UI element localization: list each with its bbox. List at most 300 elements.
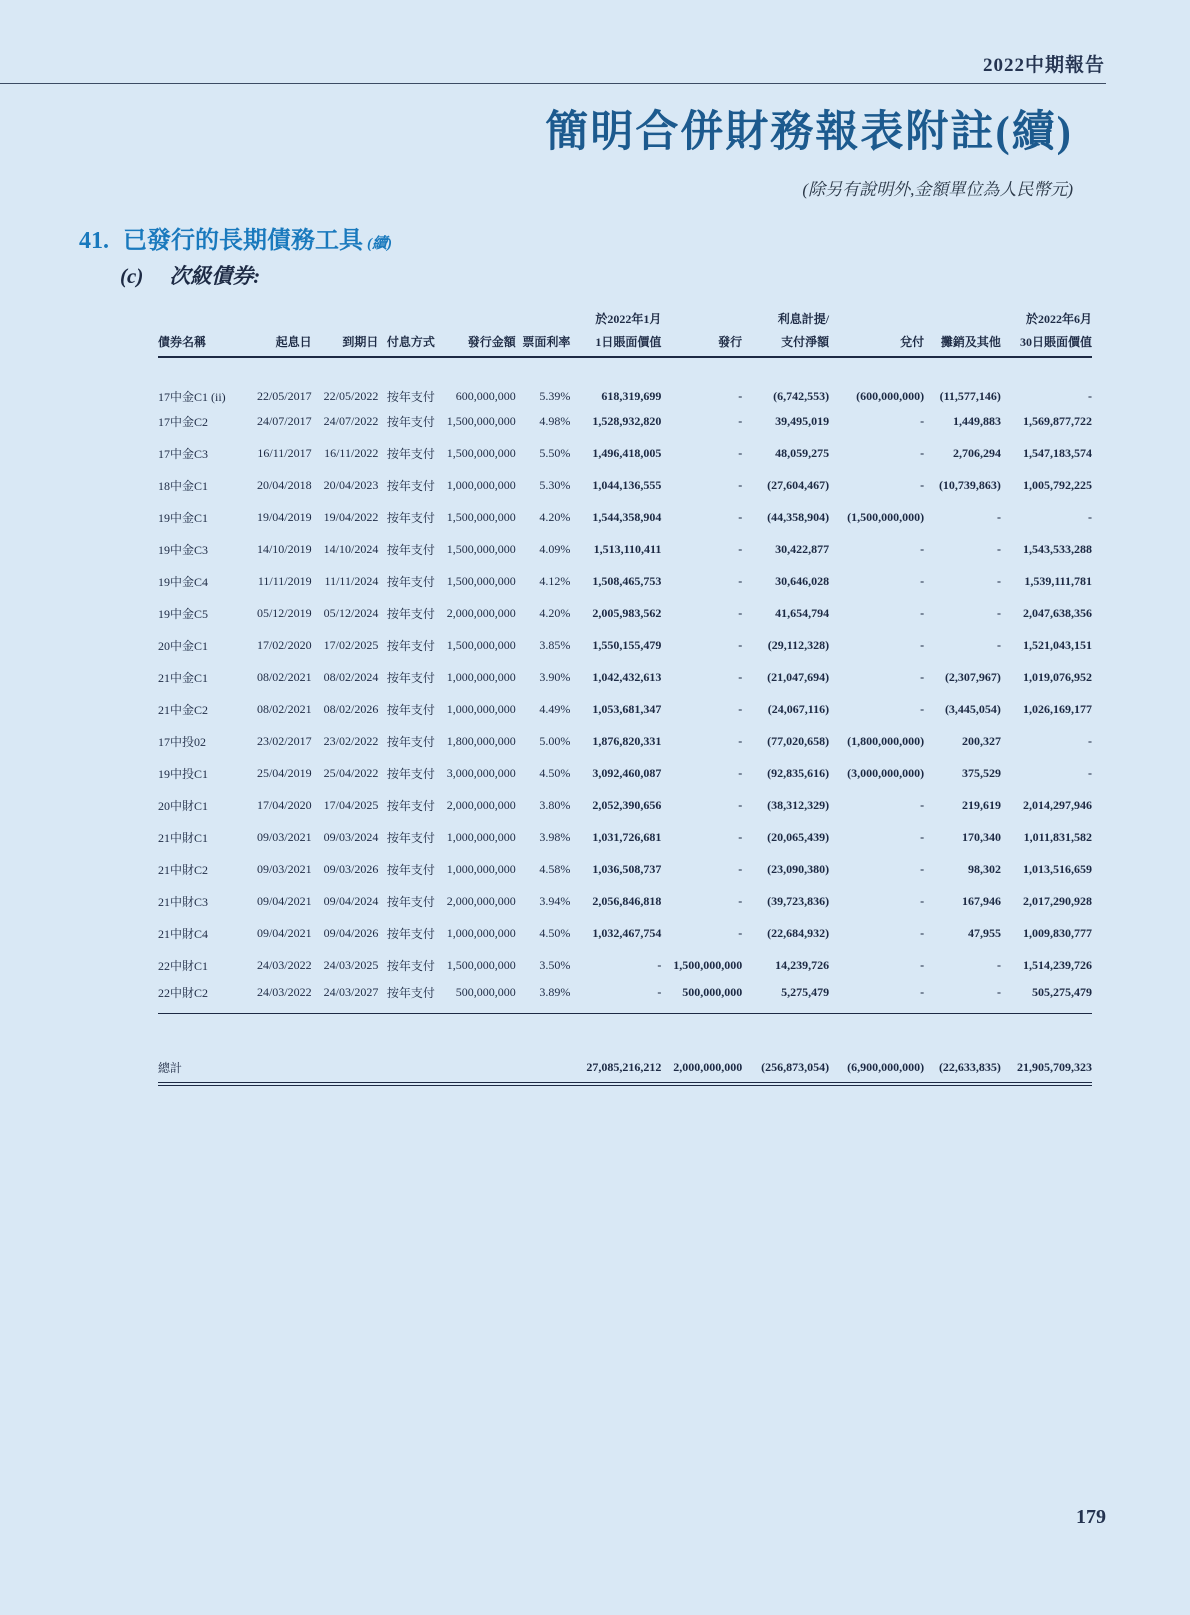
cell-issuance: 1,500,000,000 [673,957,743,972]
cell-maturity-date: 08/02/2026 [323,701,379,716]
cell-interest-net: (24,067,116) [767,701,830,716]
header-cell-bond-name: 債券名稱 [158,327,245,357]
cell-issuance: - [738,541,743,556]
cell-closing-value: - [1088,389,1092,403]
header-cell-closing-value: 30日賬面價值 [1001,327,1092,357]
cell-redemption: - [829,981,924,1013]
cell-bond-name: 20中財C1 [158,798,209,813]
cell-closing-value: 2,017,290,928 [1023,893,1092,908]
cell-issue-amount: 1,500,000,000 [446,413,516,428]
header-cell [158,297,245,327]
cell-amortisation: - [996,637,1001,652]
cell-redemption: (1,800,000,000) [847,733,925,748]
cell-bond-name: 21中財C4 [158,926,209,941]
total-cell [245,1013,312,1084]
cell-interest-net: (6,742,553) [773,389,830,403]
cell-bond-name: 19中投C1 [158,766,209,781]
cell-issue-amount: 500,000,000 [435,981,516,1013]
cell-coupon-rate: 5.50% [539,445,571,460]
cell-bond-name: 19中金C5 [158,606,209,621]
total-cell-interest-net: (256,873,054) [742,1013,829,1084]
cell-coupon-rate: 4.58% [539,861,571,876]
cell-amortisation: 2,706,294 [952,445,1001,460]
cell-opening-value: 2,052,390,656 [592,797,662,812]
cell-opening-value: 1,528,932,820 [592,413,662,428]
cell-opening-value: 1,508,465,753 [592,573,662,588]
page-title: 簡明合併財務報表附註(續) [545,109,1073,156]
cell-redemption: (1,500,000,000) [847,509,925,524]
cell-bond-name: 17中投02 [158,734,207,749]
header-cell-coupon-rate: 票面利率 [516,327,571,357]
cell-interest-net: (44,358,904) [767,509,830,524]
header-cell [661,297,742,327]
cell-start-date: 09/04/2021 [256,893,312,908]
subsection-label: (c) [120,264,144,288]
cell-issue-amount: 1,000,000,000 [446,829,516,844]
header-cell-issue-amount: 發行金額 [435,327,516,357]
cell-redemption: - [920,637,925,652]
total-cell [516,1013,571,1084]
header-cell: 利息計提/ [777,312,830,326]
table-row [158,357,1092,405]
cell-coupon-rate: 3.50% [539,957,571,972]
cell-issue-amount: 1,500,000,000 [446,541,516,556]
header-cell [435,297,516,327]
cell-redemption: (600,000,000) [856,389,925,403]
total-cell-closing-value: 21,905,709,323 [1001,1013,1092,1084]
table-row [158,629,1092,661]
cell-interest-net: (27,604,467) [767,477,830,492]
total-cell [312,1013,379,1084]
cell-coupon-rate: 4.49% [539,701,571,716]
cell-issuance: - [738,861,743,876]
cell-maturity-date: 23/02/2022 [323,733,379,748]
cell-maturity-date: 25/04/2022 [323,765,379,780]
cell-maturity-date: 11/11/2024 [324,573,379,588]
cell-issue-amount: 2,000,000,000 [446,605,516,620]
cell-amortisation: - [924,981,1001,1013]
cell-issuance: - [738,389,743,403]
subsection-title: 次級債券: [169,264,261,288]
cell-issue-amount: 1,500,000,000 [446,445,516,460]
cell-interest-net: (23,090,380) [767,861,830,876]
cell-payment-method: 按年支付 [386,478,435,493]
cell-payment-method: 按年支付 [386,734,435,749]
header-cell [829,297,924,327]
cell-amortisation: (10,739,863) [938,477,1001,492]
cell-coupon-rate: 4.50% [539,925,571,940]
cell-bond-name: 19中金C3 [158,542,209,557]
cell-opening-value: 1,032,467,754 [592,925,662,940]
cell-issuance: - [738,573,743,588]
cell-coupon-rate: 3.94% [539,893,571,908]
cell-issue-amount: 2,000,000,000 [446,797,516,812]
cell-maturity-date: 09/04/2026 [323,925,379,940]
cell-maturity-date: 24/07/2022 [323,413,379,428]
cell-amortisation: - [996,573,1001,588]
cell-start-date: 24/03/2022 [256,957,312,972]
cell-coupon-rate: 3.80% [539,797,571,812]
cell-coupon-rate: 4.09% [539,541,571,556]
total-cell-amortisation: (22,633,835) [924,1013,1001,1084]
cell-issuance: - [738,477,743,492]
cell-maturity-date: 17/02/2025 [323,637,379,652]
cell-bond-name: 21中財C3 [158,894,209,909]
cell-redemption: - [920,413,925,428]
cell-payment-method: 按年支付 [386,670,435,685]
cell-redemption: - [920,797,925,812]
cell-issue-amount: 1,000,000,000 [446,477,516,492]
cell-bond-name: 21中金C1 [158,670,209,685]
cell-opening-value: 1,053,681,347 [592,701,662,716]
bond-table [158,297,1092,1086]
cell-amortisation: 200,327 [961,733,1001,748]
cell-maturity-date: 16/11/2022 [324,445,379,460]
section-heading [79,220,392,255]
header-cell [378,297,435,327]
total-cell [378,1013,435,1084]
cell-amortisation: (2,307,967) [944,669,1001,684]
cell-amortisation: 375,529 [961,765,1001,780]
cell-maturity-date: 24/03/2027 [312,981,379,1013]
cell-coupon-rate: 3.98% [539,829,571,844]
cell-issuance: - [738,509,743,524]
header-cell-interest-net: 支付淨額 [742,327,829,357]
cell-issue-amount: 1,500,000,000 [446,573,516,588]
cell-issue-amount: 600,000,000 [455,389,516,403]
cell-payment-method: 按年支付 [386,606,435,621]
cell-opening-value: 1,513,110,411 [593,541,662,556]
header-cell: 於2022年1月 [595,312,662,326]
cell-issue-amount: 1,500,000,000 [446,509,516,524]
cell-payment-method: 按年支付 [386,542,435,557]
cell-opening-value: 2,056,846,818 [592,893,662,908]
page-subtitle: (除另有說明外,金額單位為人民幣元) [802,180,1073,199]
cell-payment-method: 按年支付 [386,958,435,973]
cell-payment-method: 按年支付 [386,830,435,845]
cell-redemption: - [920,957,925,972]
cell-redemption: - [920,893,925,908]
cell-closing-value: 1,005,792,225 [1023,477,1092,492]
header-cell [312,297,379,327]
table-row [158,661,1092,693]
cell-payment-method: 按年支付 [386,510,435,525]
cell-opening-value: 2,005,983,562 [592,605,662,620]
cell-bond-name: 22中財C2 [158,981,245,1013]
cell-closing-value: 2,047,638,356 [1023,605,1092,620]
cell-payment-method: 按年支付 [386,766,435,781]
total-row [158,1013,1092,1084]
cell-closing-value: 1,543,533,288 [1023,541,1092,556]
cell-start-date: 17/04/2020 [256,797,312,812]
cell-maturity-date: 14/10/2024 [323,541,379,556]
cell-payment-method: 按年支付 [386,414,435,429]
cell-payment-method: 按年支付 [386,390,435,404]
table-row [158,725,1092,757]
cell-closing-value: - [1088,765,1092,780]
header-cell [245,297,312,327]
header-cell [924,297,1001,327]
cell-bond-name: 17中金C1 (ii) [158,390,226,404]
cell-start-date: 16/11/2017 [257,445,312,460]
cell-bond-name: 22中財C1 [158,958,209,973]
cell-payment-method: 按年支付 [386,446,435,461]
total-cell [435,1013,516,1084]
cell-payment-method: 按年支付 [386,894,435,909]
cell-coupon-rate: 5.00% [539,733,571,748]
cell-redemption: - [920,701,925,716]
cell-interest-net: 48,059,275 [775,445,830,460]
cell-issuance: - [738,605,743,620]
cell-issue-amount: 1,000,000,000 [446,669,516,684]
header-cell-redemption: 兌付 [829,327,924,357]
header-cell-start-date: 起息日 [245,327,312,357]
cell-redemption: - [920,541,925,556]
cell-coupon-rate: 4.20% [539,509,571,524]
cell-opening-value: - [570,981,661,1013]
cell-redemption: - [920,605,925,620]
cell-bond-name: 19中金C1 [158,510,209,525]
cell-interest-net: (21,047,694) [767,669,830,684]
total-cell-issuance: 2,000,000,000 [661,1013,742,1084]
cell-issuance: - [738,797,743,812]
table-row [158,789,1092,821]
cell-maturity-date: 19/04/2022 [323,509,379,524]
cell-coupon-rate: 4.20% [539,605,571,620]
header-cell: 於2022年6月 [1025,312,1092,326]
cell-redemption: - [920,477,925,492]
cell-payment-method: 按年支付 [386,638,435,653]
cell-start-date: 25/04/2019 [256,765,312,780]
cell-maturity-date: 20/04/2023 [323,477,379,492]
cell-start-date: 19/04/2019 [256,509,312,524]
cell-issuance: - [738,701,743,716]
report-title: 2022中期報告 [982,55,1105,76]
cell-closing-value: 1,547,183,574 [1023,445,1092,460]
cell-opening-value: 1,044,136,555 [592,477,662,492]
cell-start-date: 24/07/2017 [256,413,312,428]
cell-start-date: 09/03/2021 [256,829,312,844]
cell-bond-name: 20中金C1 [158,638,209,653]
cell-amortisation: 219,619 [961,797,1001,812]
cell-coupon-rate: 4.50% [539,765,571,780]
cell-maturity-date: 09/04/2024 [323,893,379,908]
cell-bond-name: 17中金C3 [158,446,209,461]
cell-start-date: 09/03/2021 [256,861,312,876]
cell-start-date: 08/02/2021 [256,701,312,716]
cell-closing-value: 2,014,297,946 [1023,797,1092,812]
cell-bond-name: 18中金C1 [158,478,209,493]
cell-start-date: 20/04/2018 [256,477,312,492]
cell-issue-amount: 1,800,000,000 [446,733,516,748]
cell-closing-value: 1,013,516,659 [1023,861,1092,876]
table-row [158,885,1092,917]
cell-maturity-date: 05/12/2024 [323,605,379,620]
cell-interest-net: 30,646,028 [775,573,830,588]
table-row [158,949,1092,981]
cell-issuance: - [738,637,743,652]
cell-coupon-rate: 3.89% [516,981,571,1013]
cell-closing-value: 1,011,831,582 [1023,829,1092,844]
cell-amortisation: - [996,957,1001,972]
cell-start-date: 11/11/2019 [257,573,312,588]
cell-closing-value: - [1088,509,1092,524]
cell-amortisation: 98,302 [967,861,1001,876]
cell-issuance: - [738,893,743,908]
cell-payment-method: 按年支付 [386,798,435,813]
cell-bond-name: 21中金C2 [158,702,209,717]
cell-payment-method: 按年支付 [378,981,435,1013]
cell-coupon-rate: 3.85% [539,637,571,652]
cell-amortisation: 1,449,883 [952,413,1001,428]
cell-coupon-rate: 4.98% [539,413,571,428]
cell-amortisation: 167,946 [961,893,1001,908]
header-rule [0,83,1106,84]
cell-interest-net: (77,020,658) [767,733,830,748]
cell-bond-name: 17中金C2 [158,414,209,429]
cell-closing-value: - [1088,733,1092,748]
cell-opening-value: 1,544,358,904 [592,509,662,524]
cell-coupon-rate: 4.12% [539,573,571,588]
total-cell-redemption: (6,900,000,000) [829,1013,924,1084]
cell-redemption: - [920,573,925,588]
table-row [158,405,1092,437]
cell-bond-name: 19中金C4 [158,574,209,589]
cell-payment-method: 按年支付 [386,926,435,941]
cell-issue-amount: 1,500,000,000 [446,957,516,972]
cell-start-date: 09/04/2021 [256,925,312,940]
header-cell-payment-method: 付息方式 [378,327,435,357]
cell-issuance: - [738,413,743,428]
cell-payment-method: 按年支付 [386,862,435,877]
cell-issuance: - [738,669,743,684]
section-continued: (續) [367,236,392,252]
cell-closing-value: 1,514,239,726 [1023,957,1092,972]
cell-start-date: 24/03/2022 [245,981,312,1013]
cell-interest-net: (29,112,328) [767,637,830,652]
section-title: 已發行的長期債務工具 [123,228,363,254]
cell-redemption: - [920,669,925,684]
cell-start-date: 23/02/2017 [256,733,312,748]
cell-redemption: - [920,925,925,940]
header-cell-issuance: 發行 [661,327,742,357]
cell-redemption: (3,000,000,000) [847,765,925,780]
cell-opening-value: 1,036,508,737 [592,861,662,876]
table-row [158,533,1092,565]
cell-closing-value: 505,275,479 [1001,981,1092,1013]
cell-maturity-date: 09/03/2026 [323,861,379,876]
cell-interest-net: (39,723,836) [767,893,830,908]
cell-bond-name: 21中財C1 [158,830,209,845]
cell-maturity-date: 22/05/2022 [323,389,379,403]
cell-closing-value: 1,009,830,777 [1023,925,1092,940]
subsection-heading [120,260,260,290]
cell-interest-net: (20,065,439) [767,829,830,844]
cell-interest-net: 14,239,726 [775,957,830,972]
cell-closing-value: 1,019,076,952 [1023,669,1092,684]
cell-amortisation: (11,577,146) [939,389,1001,403]
cell-maturity-date: 08/02/2024 [323,669,379,684]
cell-interest-net: 5,275,479 [742,981,829,1013]
cell-issuance: 500,000,000 [661,981,742,1013]
cell-issuance: - [738,733,743,748]
cell-closing-value: 1,521,043,151 [1023,637,1092,652]
cell-redemption: - [920,861,925,876]
cell-amortisation: - [996,509,1001,524]
cell-maturity-date: 17/04/2025 [323,797,379,812]
cell-interest-net: (92,835,616) [767,765,830,780]
cell-opening-value: 1,876,820,331 [592,733,662,748]
cell-issue-amount: 1,000,000,000 [446,861,516,876]
cell-start-date: 14/10/2019 [256,541,312,556]
bond-table-body [158,357,1092,1013]
cell-opening-value: 618,319,699 [601,389,662,403]
table-row [158,501,1092,533]
section-number: 41. [79,228,109,254]
cell-issuance: - [738,829,743,844]
cell-amortisation: - [996,541,1001,556]
cell-start-date: 05/12/2019 [256,605,312,620]
table-row [158,981,1092,1013]
header-row [158,327,1092,357]
cell-amortisation: (3,445,054) [944,701,1001,716]
cell-issuance: - [738,765,743,780]
cell-bond-name: 21中財C2 [158,862,209,877]
cell-redemption: - [920,829,925,844]
cell-issuance: - [738,445,743,460]
header-cell [516,297,571,327]
cell-issue-amount: 1,500,000,000 [446,637,516,652]
cell-coupon-rate: 5.39% [539,389,571,403]
bond-table-container [158,297,1092,1086]
cell-issue-amount: 2,000,000,000 [446,893,516,908]
header-cell-amortisation: 攤銷及其他 [924,327,1001,357]
cell-amortisation: 170,340 [961,829,1001,844]
table-row [158,565,1092,597]
cell-opening-value: 3,092,460,087 [592,765,662,780]
cell-opening-value: 1,550,155,479 [592,637,662,652]
cell-amortisation: - [996,605,1001,620]
table-row [158,917,1092,949]
cell-start-date: 08/02/2021 [256,669,312,684]
header-cell-maturity-date: 到期日 [312,327,379,357]
page-number: 179 [1076,1506,1106,1528]
cell-interest-net: 30,422,877 [775,541,830,556]
bond-table-footer [158,1013,1092,1084]
cell-coupon-rate: 5.30% [539,477,571,492]
header-cell-opening-value: 1日賬面價值 [570,327,661,357]
cell-opening-value: - [657,957,662,972]
cell-interest-net: 41,654,794 [775,605,830,620]
cell-closing-value: 1,539,111,781 [1024,573,1092,588]
cell-issue-amount: 1,000,000,000 [446,701,516,716]
total-cell-opening-value: 27,085,216,212 [570,1013,661,1084]
cell-start-date: 17/02/2020 [256,637,312,652]
header-row-top [158,297,1092,327]
cell-interest-net: (38,312,329) [767,797,830,812]
table-row [158,821,1092,853]
cell-opening-value: 1,496,418,005 [592,445,662,460]
cell-redemption: - [920,445,925,460]
table-row [158,693,1092,725]
cell-coupon-rate: 3.90% [539,669,571,684]
cell-interest-net: (22,684,932) [767,925,830,940]
cell-opening-value: 1,031,726,681 [592,829,662,844]
total-label: 總計 [158,1013,245,1084]
table-row [158,597,1092,629]
cell-opening-value: 1,042,432,613 [592,669,662,684]
table-row [158,469,1092,501]
